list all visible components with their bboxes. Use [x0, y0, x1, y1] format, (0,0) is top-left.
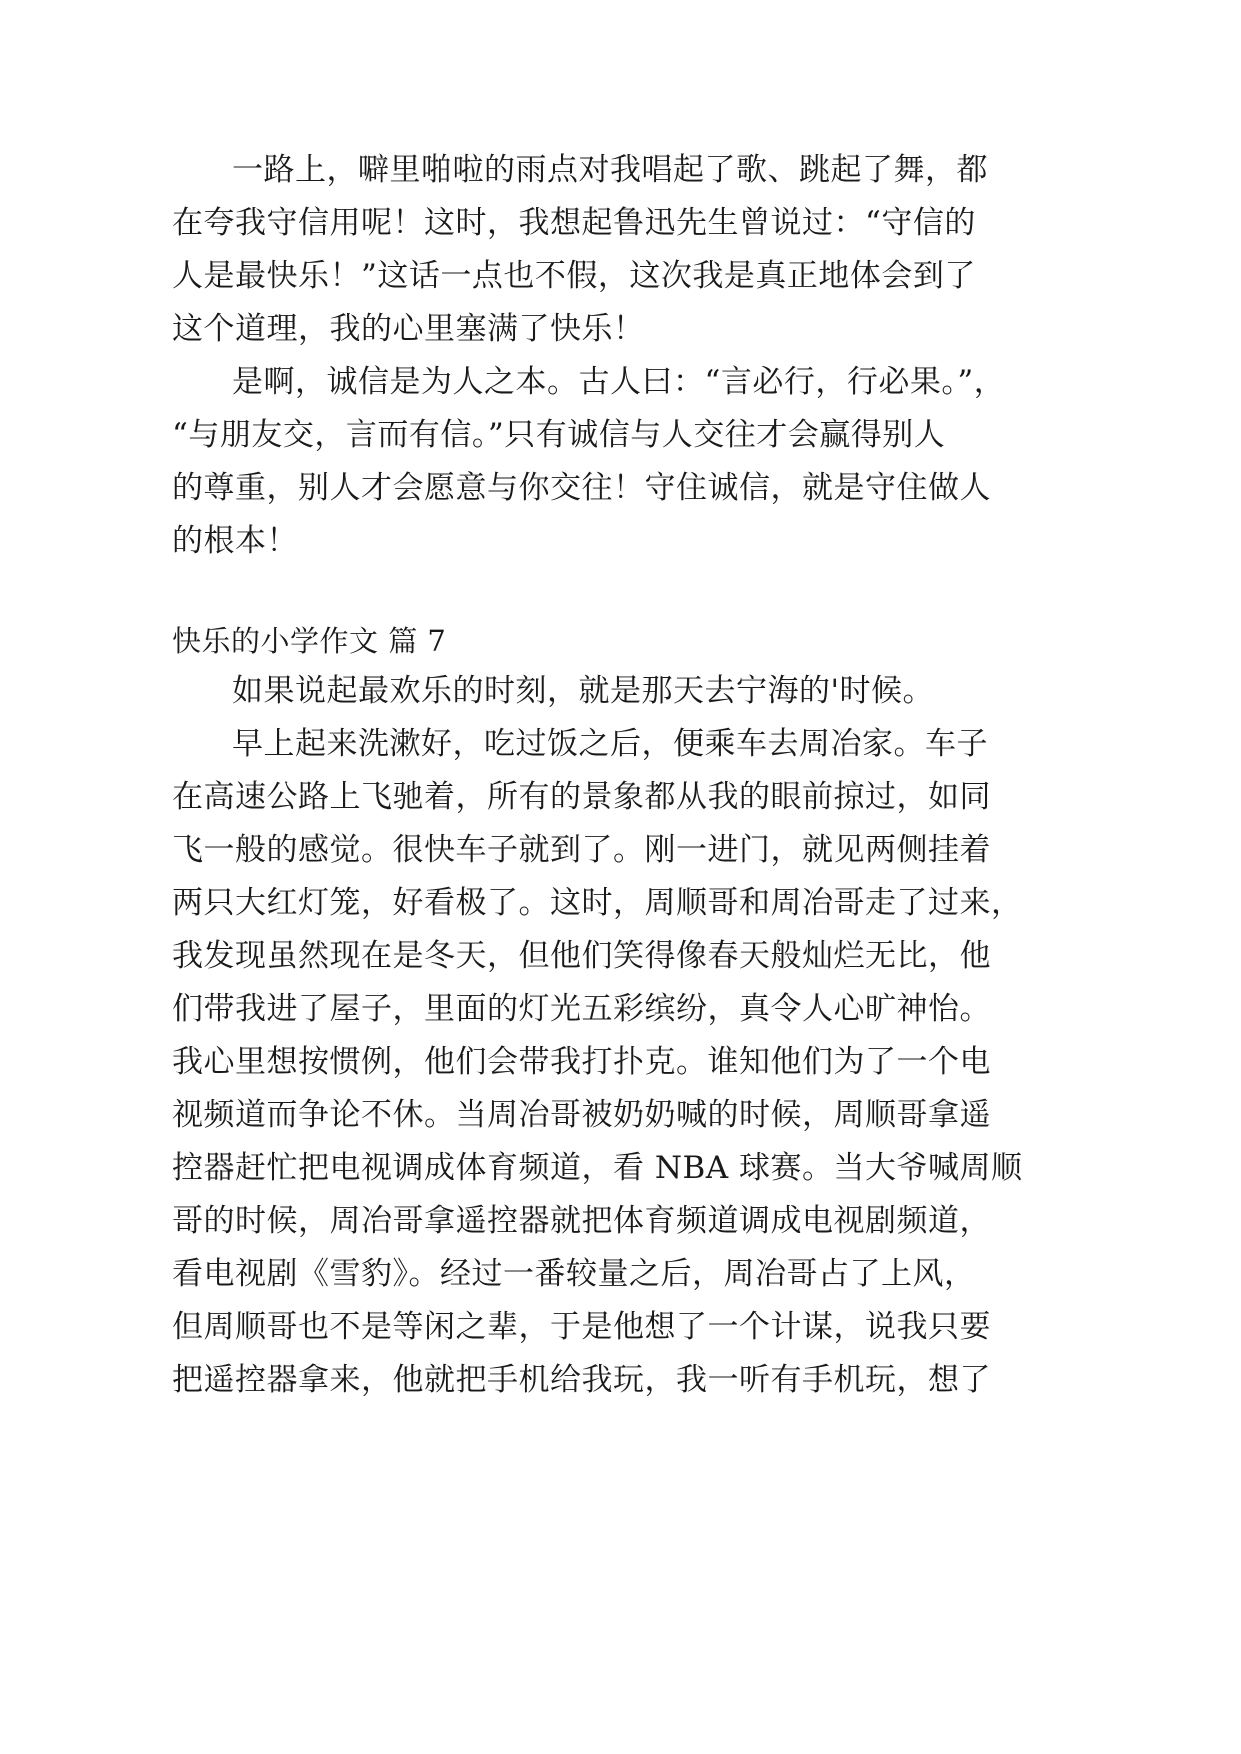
paragraph-line: 一路上，噼里啪啦的雨点对我唱起了歌、跳起了舞，都	[232, 152, 988, 188]
paragraph-line: 控器赶忙把电视调成体育频道，看 NBA 球赛。当大爷喊周顺	[172, 1150, 1023, 1186]
paragraph-line: 这个道理，我的心里塞满了快乐！	[172, 311, 645, 347]
paragraph-line: 两只大红灯笼，好看极了。这时，周顺哥和周冶哥走了过来，	[172, 885, 1023, 921]
section-heading: 快乐的小学作文 篇 7	[172, 624, 447, 658]
paragraph-line: 在夸我守信用呢！这时，我想起鲁迅先生曾说过：“守信的	[172, 205, 976, 241]
paragraph-line: 的根本！	[172, 523, 298, 559]
paragraph-line: 飞一般的感觉。很快车子就到了。刚一进门，就见两侧挂着	[172, 832, 991, 868]
paragraph-line: “与朋友交，言而有信。”只有诚信与人交往才会赢得别人	[172, 417, 946, 453]
paragraph-line: 但周顺哥也不是等闲之辈，于是他想了一个计谋，说我只要	[172, 1309, 991, 1345]
paragraph-line: 在高速公路上飞驰着，所有的景象都从我的眼前掠过，如同	[172, 779, 991, 815]
paragraph-line: 我发现虽然现在是冬天，但他们笑得像春天般灿烂无比，他	[172, 938, 991, 974]
paragraph-line: 人是最快乐！”这话一点也不假，这次我是真正地体会到了	[172, 258, 976, 294]
paragraph-line: 早上起来洗漱好，吃过饭之后，便乘车去周冶家。车子	[232, 726, 988, 762]
paragraph-line: 的尊重，别人才会愿意与你交往！守住诚信，就是守住做人	[172, 470, 991, 506]
paragraph-line: 们带我进了屋子，里面的灯光五彩缤纷，真令人心旷神怡。	[172, 991, 991, 1027]
paragraph-line: 如果说起最欢乐的时刻，就是那天去宁海的'时候。	[232, 673, 935, 709]
paragraph-line: 看电视剧《雪豹》。经过一番较量之后，周冶哥占了上风，	[172, 1256, 976, 1292]
paragraph-line: 我心里想按惯例，他们会带我打扑克。谁知他们为了一个电	[172, 1044, 991, 1080]
paragraph-line: 哥的时候，周冶哥拿遥控器就把体育频道调成电视剧频道，	[172, 1203, 991, 1239]
paragraph-line: 把遥控器拿来，他就把手机给我玩，我一听有手机玩，想了	[172, 1362, 991, 1398]
paragraph-line: 是啊，诚信是为人之本。古人曰：“言必行，行必果。”，	[232, 364, 1006, 400]
paragraph-line: 视频道而争论不休。当周冶哥被奶奶喊的时候，周顺哥拿遥	[172, 1097, 991, 1133]
